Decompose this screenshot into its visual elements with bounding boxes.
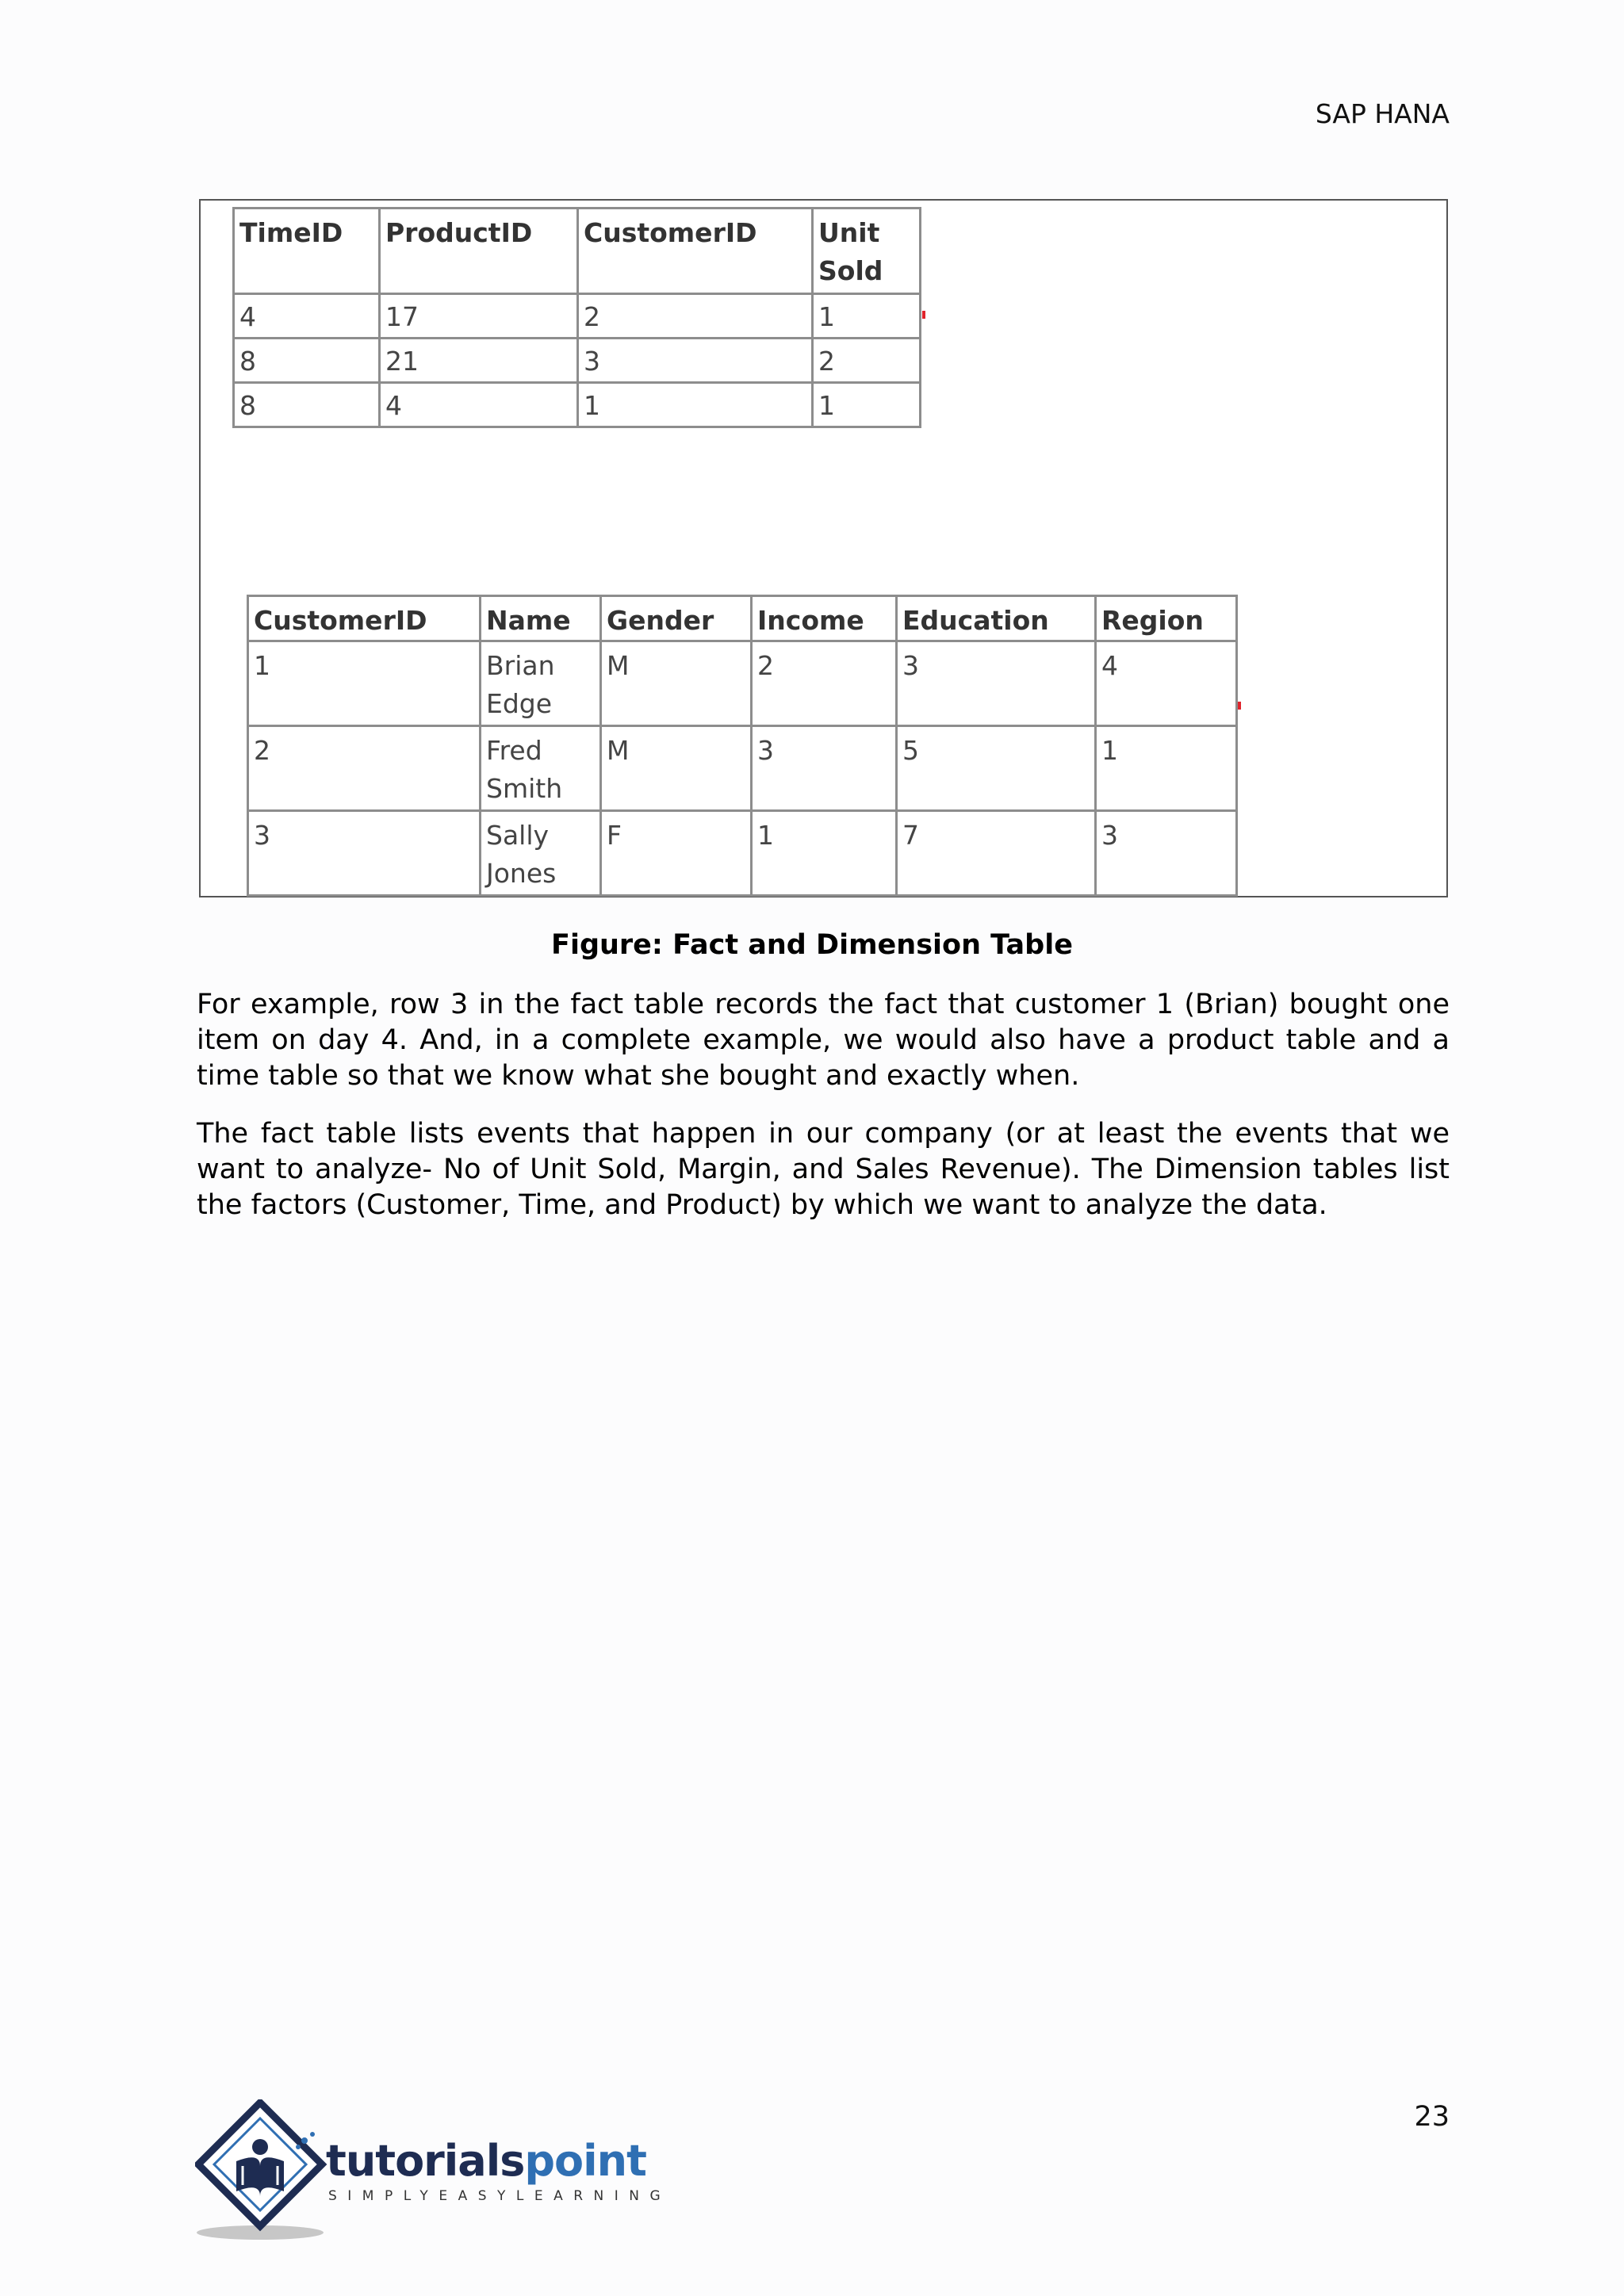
table-cell: 3 [578, 339, 813, 383]
table-row [234, 294, 921, 339]
table-header-cell: CustomerID [578, 209, 813, 294]
table-cell: 21 [380, 339, 578, 383]
body-paragraph: For example, row 3 in the fact table records the fact that customer 1 (Brian) bought one item on day 4. And, in a complete example, we would also have a product table and a time table so that we know what she bought and exactly when. [197, 989, 1450, 1092]
logo-text-a: tutorials [326, 2136, 525, 2186]
tutorialspoint-logo [195, 2099, 672, 2242]
table-cell: 3 [1096, 811, 1237, 896]
table-header-cell: Unit Sold [813, 209, 921, 294]
table-header-cell: Name [481, 596, 601, 641]
table-header-cell: Region [1096, 596, 1237, 641]
table-cell: 5 [897, 726, 1096, 811]
table-cell: 8 [234, 383, 380, 427]
table-cell: 2 [578, 294, 813, 339]
table-header-cell: TimeID [234, 209, 380, 294]
dimension-table [247, 595, 1238, 897]
table-cell: Brian Edge [481, 641, 601, 726]
table-cell: M [601, 726, 752, 811]
figure-image [199, 199, 1448, 897]
table-cell: M [601, 641, 752, 726]
table-header-cell: Income [752, 596, 897, 641]
logo-tagline: SIMPLYEASYLEARNING [328, 2188, 672, 2204]
table-cell: 2 [248, 726, 481, 811]
figure-caption: Figure: Fact and Dimension Table [551, 929, 1073, 961]
table-row [234, 339, 921, 383]
table-cell: 7 [897, 811, 1096, 896]
logo-text-b: point [524, 2136, 646, 2186]
table-row [248, 811, 1237, 896]
fact-table [232, 207, 921, 428]
table-cell: 3 [897, 641, 1096, 726]
table-cell: F [601, 811, 752, 896]
table-header-cell: Gender [601, 596, 752, 641]
table-cell: 1 [752, 811, 897, 896]
table-header-cell: CustomerID [248, 596, 481, 641]
table-cell: 4 [234, 294, 380, 339]
table-cell: 1 [813, 383, 921, 427]
body-paragraph: The fact table lists events that happen in our company (or at least the events that we want to analyze- No of Unit Sold, Margin, and Sales Revenue). The Dimension tables list the factors (Customer, Time, and Product) by which we want to analyze the data. [197, 1118, 1450, 1221]
table-cell: 3 [752, 726, 897, 811]
table-cell: 1 [1096, 726, 1237, 811]
red-marker [922, 311, 925, 319]
logo-book-icon [195, 2099, 330, 2242]
table-cell: 2 [752, 641, 897, 726]
table-cell: Fred Smith [481, 726, 601, 811]
table-cell: 2 [813, 339, 921, 383]
page-number: 23 [1414, 2101, 1450, 2133]
table-cell: 1 [248, 641, 481, 726]
table-header-cell: ProductID [380, 209, 578, 294]
table-header-cell: Education [897, 596, 1096, 641]
table-cell: 17 [380, 294, 578, 339]
table-row [248, 641, 1237, 726]
table-cell: 1 [813, 294, 921, 339]
logo-wordmark [326, 2136, 646, 2186]
table-cell: 1 [578, 383, 813, 427]
table-cell: 4 [1096, 641, 1237, 726]
table-cell: 8 [234, 339, 380, 383]
table-cell: 3 [248, 811, 481, 896]
table-cell: 4 [380, 383, 578, 427]
table-row [234, 383, 921, 427]
running-header: SAP HANA [1315, 98, 1450, 129]
table-cell: Sally Jones [481, 811, 601, 896]
red-marker [1238, 702, 1241, 710]
table-row [248, 726, 1237, 811]
